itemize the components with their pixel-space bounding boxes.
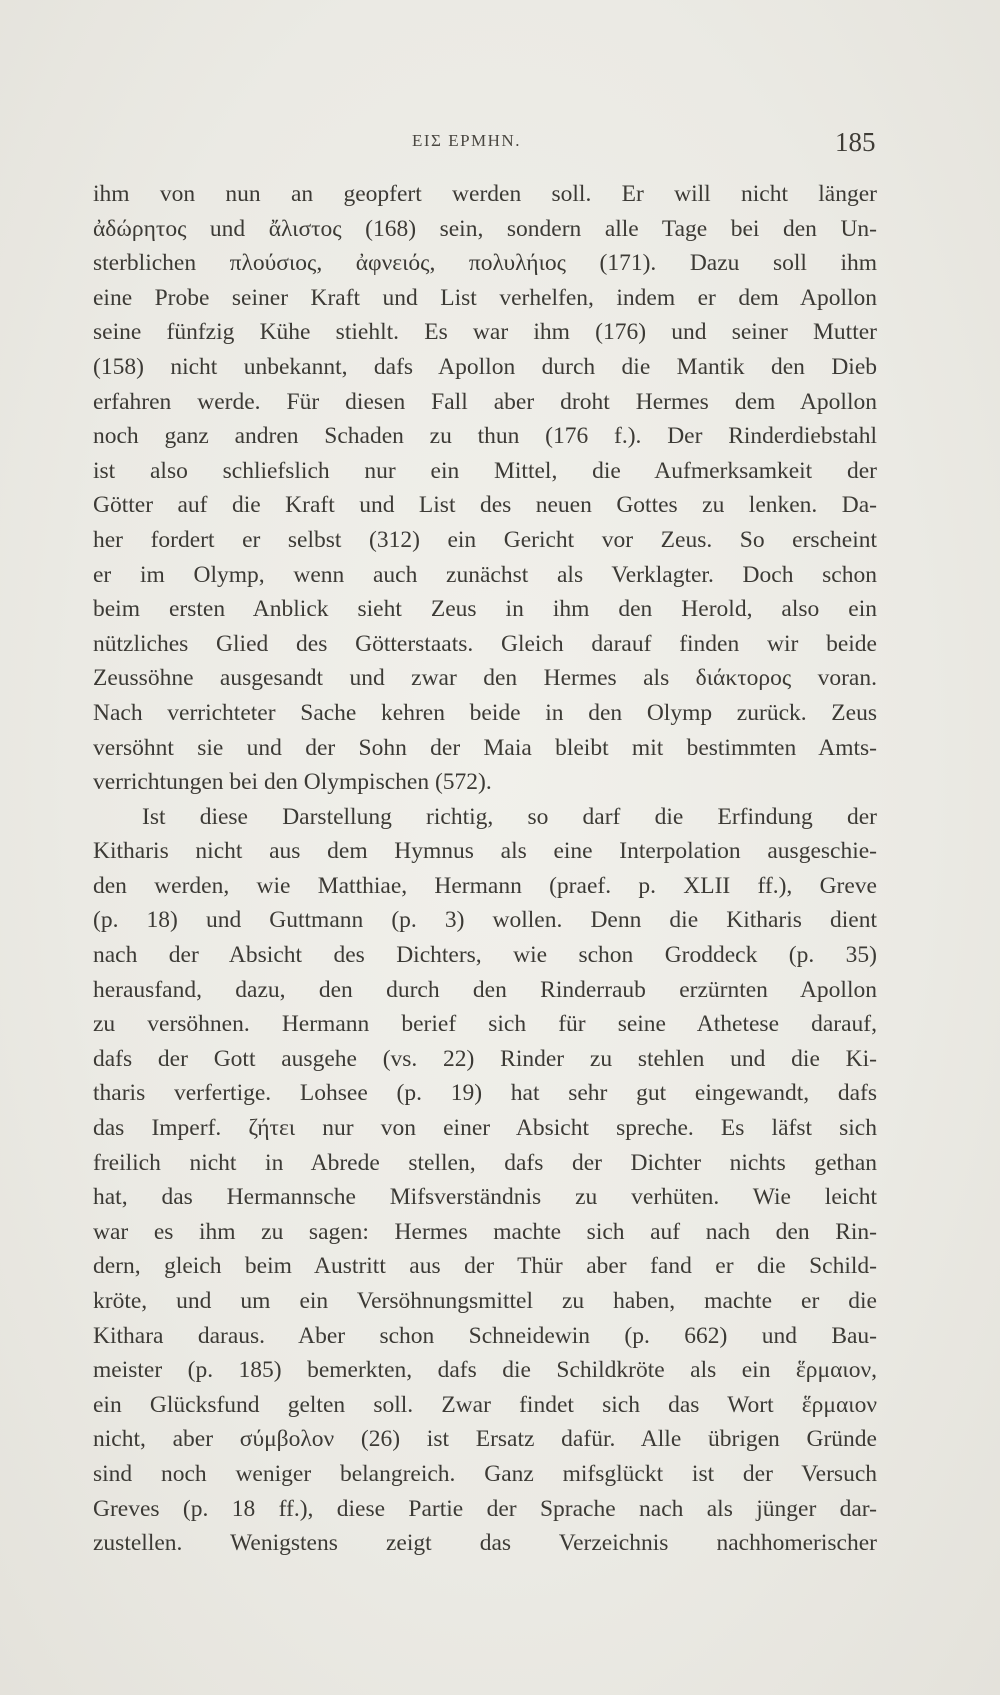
text-line: beim ersten Anblick sieht Zeus in ihm den Herold, also ein (93, 596, 877, 623)
text-line: dern, gleich beim Austritt aus der Thür aber fand er die Schild- (93, 1253, 877, 1280)
text-line: Ist diese Darstellung richtig, so darf die Erfindung der (142, 803, 877, 830)
text-line: nicht, aber σύμβολον (26) ist Ersatz dafür. Alle übrigen Gründe (93, 1426, 877, 1453)
text-line: eine Probe seiner Kraft und List verhelfen, indem er dem Apollon (93, 284, 877, 311)
text-line: versöhnt sie und der Sohn der Maia bleibt mit bestimmten Amts- (93, 734, 877, 761)
text-line: das Imperf. ζήτει nur von einer Absicht spreche. Es läfst sich (93, 1115, 877, 1142)
text-line: seine fünfzig Kühe stiehlt. Es war ihm (176) und seiner Mutter (93, 319, 877, 346)
text-line: tharis verfertige. Lohsee (p. 19) hat sehr gut eingewandt, dafs (93, 1080, 877, 1107)
text-line: ἀδώρητος und ἄλιστος (168) sein, sondern alle Tage bei den Un- (93, 215, 877, 242)
text-line: Nach verrichteter Sache kehren beide in den Olymp zurück. Zeus (93, 699, 877, 726)
body-text (93, 177, 877, 1561)
text-line: (158) nicht unbekannt, dafs Apollon durch die Mantik den Dieb (93, 353, 877, 380)
text-line: ist also schliefslich nur ein Mittel, die Aufmerksamkeit der (93, 457, 877, 484)
running-head (0, 127, 1000, 167)
text-line: dafs der Gott ausgehe (vs. 22) Rinder zu stehlen und die Ki- (93, 1045, 877, 1072)
text-line: hat, das Hermannsche Mifsverständnis zu verhüten. Wie leicht (93, 1184, 877, 1211)
running-title: ΕΙΣ ΕΡΜΗΝ. (412, 131, 521, 150)
text-line: (p. 18) und Guttmann (p. 3) wollen. Denn die Kitharis dient (93, 907, 877, 934)
text-line: verrichtungen bei den Olympischen (572). (93, 769, 492, 796)
text-line: erfahren werde. Für diesen Fall aber droht Hermes dem Apollon (93, 388, 877, 415)
text-line: her fordert er selbst (312) ein Gericht vor Zeus. So erscheint (93, 526, 877, 553)
text-line: Kitharis nicht aus dem Hymnus als eine Interpolation ausgeschie- (93, 838, 877, 865)
text-line: zustellen. Wenigstens zeigt das Verzeichnis nachhomerischer (93, 1530, 877, 1557)
text-line: kröte, und um ein Versöhnungsmittel zu haben, machte er die (93, 1288, 877, 1314)
text-line: Zeussöhne ausgesandt und zwar den Hermes als διάκτορος voran. (93, 665, 877, 692)
text-line: nach der Absicht des Dichters, wie schon Groddeck (p. 35) (93, 942, 877, 969)
text-line: ein Glücksfund gelten soll. Zwar findet sich das Wort ἕρμαιον (93, 1391, 877, 1418)
text-line: nützliches Glied des Götterstaats. Gleich darauf finden wir beide (93, 630, 877, 657)
text-line: er im Olymp, wenn auch zunächst als Verklagter. Doch schon (93, 561, 877, 588)
page-number: 185 (835, 127, 876, 157)
text-line: den werden, wie Matthiae, Hermann (praef. p. XLII ff.), Greve (93, 872, 877, 899)
text-line: sind noch weniger belangreich. Ganz mifsglückt ist der Versuch (93, 1460, 877, 1487)
text-line: herausfand, dazu, den durch den Rinderraub erzürnten Apollon (93, 976, 877, 1003)
text-line: freilich nicht in Abrede stellen, dafs der Dichter nichts gethan (93, 1149, 877, 1176)
text-line: meister (p. 185) bemerkten, dafs die Schildkröte als ein ἕρμαιον, (93, 1357, 877, 1384)
text-line: Greves (p. 18 ff.), diese Partie der Sprache nach als jünger dar- (93, 1495, 877, 1522)
text-line: Götter auf die Kraft und List des neuen Gottes zu lenken. Da- (93, 492, 877, 519)
text-line: Kithara daraus. Aber schon Schneidewin (p. 662) und Bau- (93, 1322, 877, 1349)
text-line: sterblichen πλούσιος, ἀφνειός, πολυλήιος (171). Dazu soll ihm (93, 250, 877, 277)
text-line: zu versöhnen. Hermann berief sich für seine Athetese darauf, (93, 1011, 877, 1038)
text-line: war es ihm zu sagen: Hermes machte sich auf nach den Rin- (93, 1218, 877, 1245)
text-line: noch ganz andren Schaden zu thun (176 f.). Der Rinderdiebstahl (93, 423, 877, 450)
text-line: ihm von nun an geopfert werden soll. Er will nicht länger (93, 181, 877, 207)
